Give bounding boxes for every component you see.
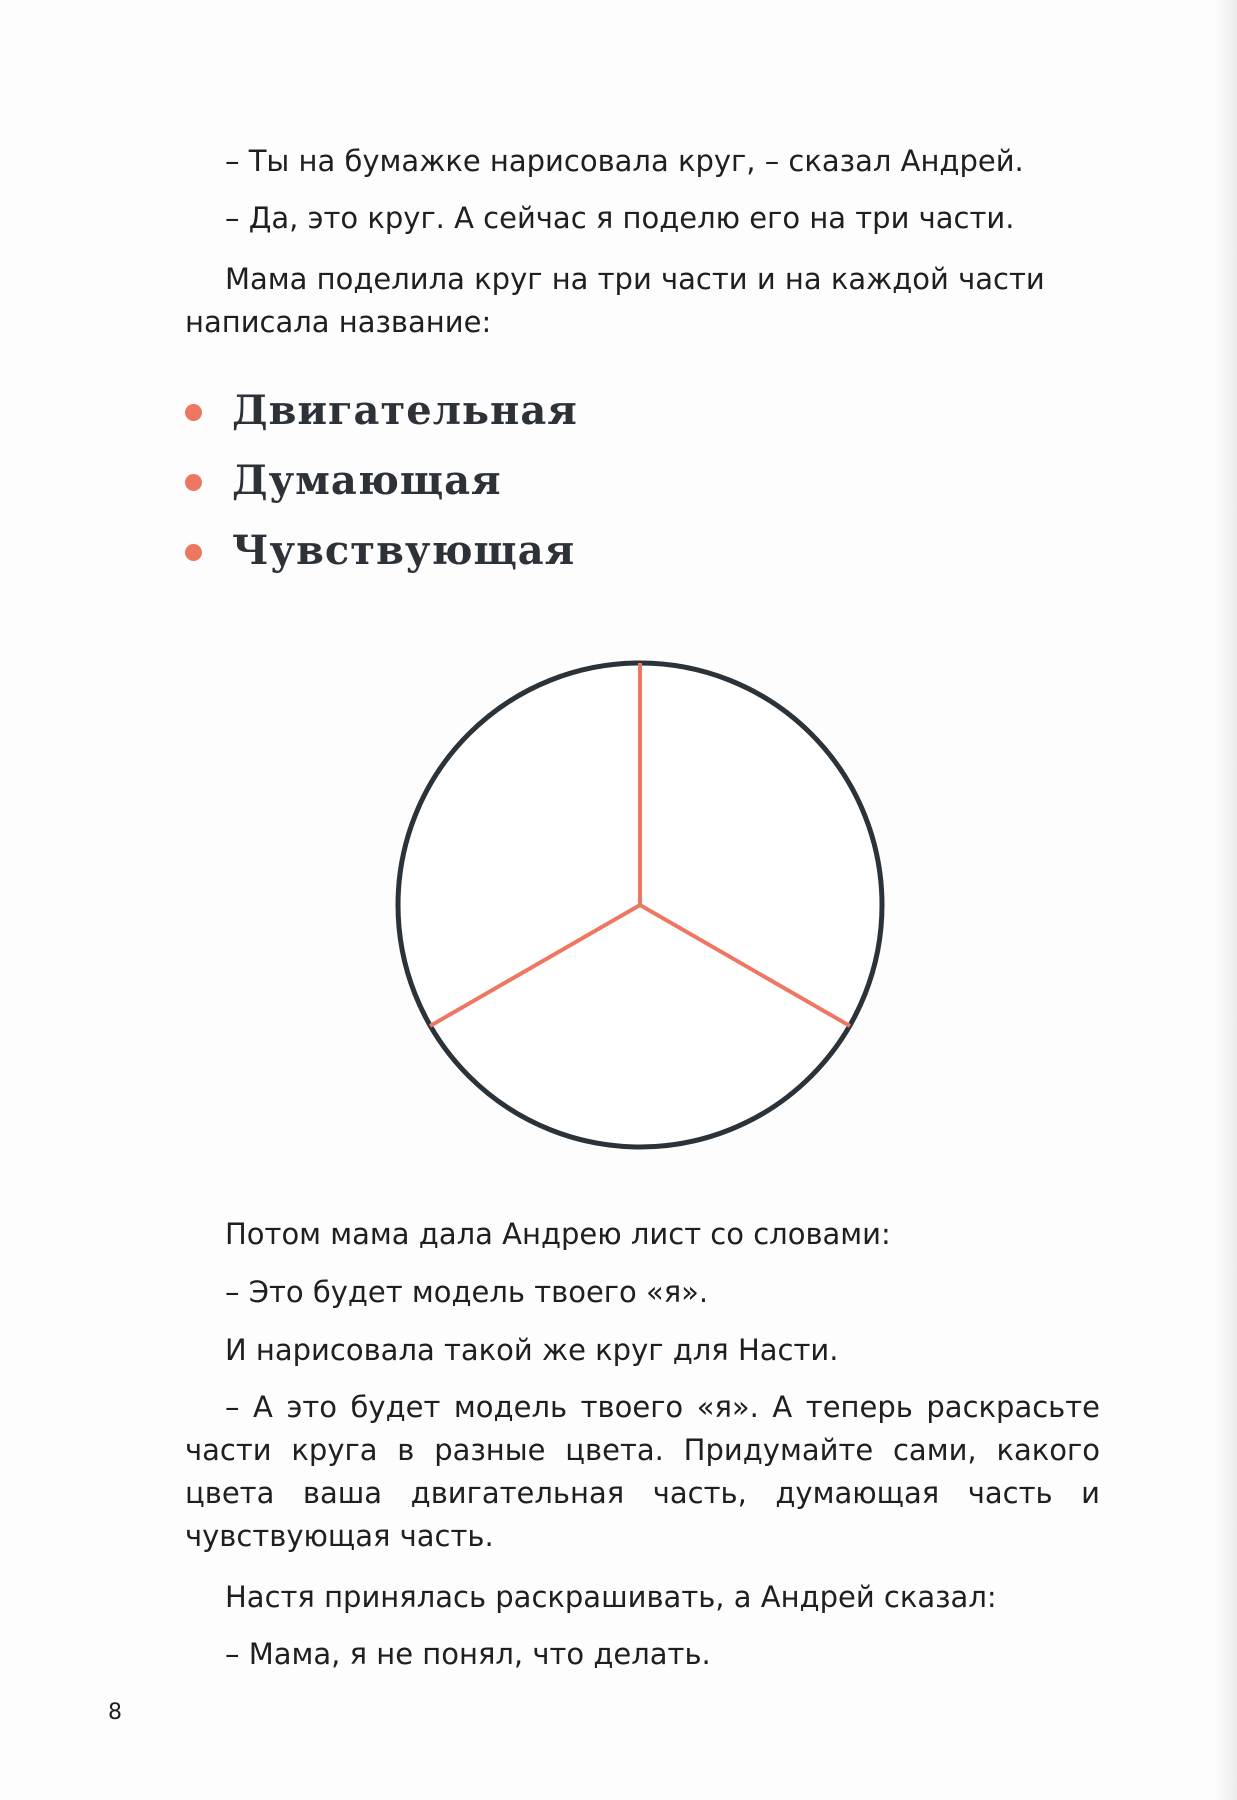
- paragraph-4: Потом мама дала Андрею лист со словами:: [225, 1217, 891, 1251]
- bullet-label: Думающая: [232, 456, 502, 504]
- bullet-dot-icon: [185, 544, 202, 561]
- bullet-label: Чувствующая: [232, 526, 576, 574]
- bullet-item: [185, 515, 578, 585]
- paragraph-6: И нарисовала такой же круг для Насти.: [225, 1333, 839, 1367]
- bullet-dot-icon: [185, 474, 202, 491]
- bullet-item: [185, 375, 578, 445]
- paragraph-9: – Мама, я не понял, что делать.: [225, 1637, 711, 1671]
- paragraph-1: – Ты на бумажке нарисовала круг, – сказал Андрей.: [225, 144, 1024, 178]
- page-gutter-shadow: [1215, 0, 1237, 1800]
- bullet-label: Двигательная: [232, 386, 578, 434]
- bullet-item: [185, 445, 578, 515]
- paragraph-5: – Это будет модель твоего «я».: [225, 1275, 709, 1309]
- paragraph-7: – А это будет модель твоего «я». А теперь раскрасьте части круга в разные цвета. Придумайте сами, какого цвета ваша двигательная часть, думающая часть и чувствующая часть.: [185, 1390, 1100, 1553]
- paragraph-8: Настя принялась раскрашивать, а Андрей сказал:: [225, 1580, 997, 1614]
- page-number: 8: [108, 1700, 122, 1725]
- paragraph-2: – Да, это круг. А сейчас я поделю его на три части.: [225, 201, 1015, 235]
- bullet-list: [185, 375, 578, 585]
- circle-diagram: [390, 655, 890, 1155]
- paragraph-3: Мама поделила круг на три части и на каждой части написала название:: [185, 262, 1045, 339]
- bullet-dot-icon: [185, 404, 202, 421]
